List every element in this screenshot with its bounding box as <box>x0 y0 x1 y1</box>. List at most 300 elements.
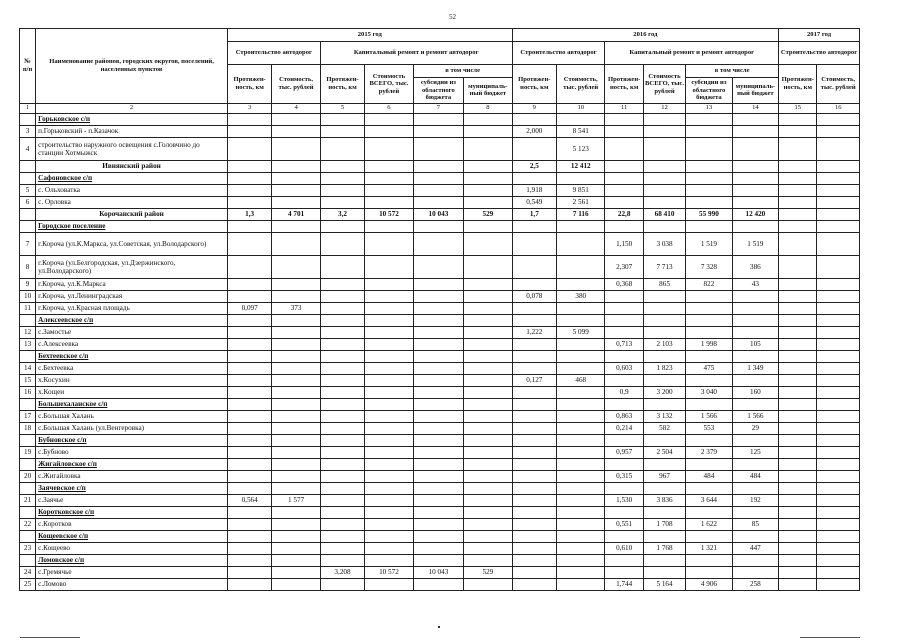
cell-col-6 <box>365 184 413 196</box>
column-index: 12 <box>643 103 685 113</box>
column-index: 11 <box>605 103 643 113</box>
row-number: 24 <box>20 566 36 578</box>
cell-col-10 <box>557 458 605 470</box>
cell-col-11: 22,8 <box>605 208 643 220</box>
cell-col-6 <box>365 278 413 290</box>
cell-col-7 <box>413 386 463 398</box>
cell-col-6 <box>365 470 413 482</box>
cell-col-14 <box>732 506 778 518</box>
table-row <box>20 326 860 338</box>
cell-col-13: 484 <box>686 470 732 482</box>
header-cost: Стоимость, тыс. рублей <box>557 65 605 104</box>
cell-col-15 <box>779 255 817 278</box>
cell-col-16 <box>817 232 860 255</box>
cell-col-8 <box>464 326 512 338</box>
cell-col-9 <box>512 446 556 458</box>
cell-col-11 <box>605 172 643 184</box>
cell-col-10 <box>557 232 605 255</box>
cell-col-16 <box>817 470 860 482</box>
cell-col-14: 85 <box>732 518 778 530</box>
section-name: Алексеевское с/п <box>36 314 228 326</box>
cell-col-16 <box>817 398 860 410</box>
row-number: 7 <box>20 232 36 255</box>
section-row <box>20 398 860 410</box>
cell-col-3 <box>227 446 271 458</box>
cell-col-16 <box>817 125 860 137</box>
cell-col-10 <box>557 446 605 458</box>
cell-col-14 <box>732 482 778 494</box>
cell-col-13 <box>686 113 732 125</box>
row-number <box>20 160 36 172</box>
cell-col-13 <box>686 125 732 137</box>
cell-col-15 <box>779 494 817 506</box>
cell-col-5 <box>320 137 364 160</box>
cell-col-9 <box>512 362 556 374</box>
cell-col-15 <box>779 208 817 220</box>
column-index: 2 <box>36 103 228 113</box>
column-index: 5 <box>320 103 364 113</box>
cell-col-5 <box>320 338 364 350</box>
cell-col-12 <box>643 434 685 446</box>
cell-col-5 <box>320 232 364 255</box>
cell-col-6 <box>365 386 413 398</box>
cell-col-13: 3 644 <box>686 494 732 506</box>
cell-col-16 <box>817 255 860 278</box>
row-number <box>20 530 36 542</box>
cell-col-13 <box>686 314 732 326</box>
table-row <box>20 338 860 350</box>
road-works-table <box>19 28 860 591</box>
item-name: с. Орловка <box>36 196 228 208</box>
cell-col-10 <box>557 350 605 362</box>
cell-col-14: 125 <box>732 446 778 458</box>
cell-col-7 <box>413 494 463 506</box>
item-name: с.Замостье <box>36 326 228 338</box>
cell-col-15 <box>779 458 817 470</box>
cell-col-13 <box>686 290 732 302</box>
cell-col-14 <box>732 350 778 362</box>
cell-col-6 <box>365 398 413 410</box>
cell-col-10 <box>557 434 605 446</box>
cell-col-10 <box>557 255 605 278</box>
cell-col-8 <box>464 278 512 290</box>
cell-col-10: 9 851 <box>557 184 605 196</box>
cell-col-8 <box>464 302 512 314</box>
column-index: 10 <box>557 103 605 113</box>
cell-col-13 <box>686 398 732 410</box>
table-row <box>20 578 860 590</box>
cell-col-13 <box>686 326 732 338</box>
scan-edge-left <box>20 637 80 638</box>
cell-col-9 <box>512 482 556 494</box>
column-index: 4 <box>272 103 320 113</box>
cell-col-4 <box>272 160 320 172</box>
cell-col-7 <box>413 410 463 422</box>
section-row <box>20 506 860 518</box>
cell-col-9 <box>512 302 556 314</box>
cell-col-10 <box>557 302 605 314</box>
cell-col-7: 10 043 <box>413 566 463 578</box>
cell-col-3 <box>227 530 271 542</box>
cell-col-12: 3 132 <box>643 410 685 422</box>
cell-col-3 <box>227 422 271 434</box>
cell-col-7 <box>413 518 463 530</box>
cell-col-12 <box>643 184 685 196</box>
cell-col-11: 0,713 <box>605 338 643 350</box>
table-row <box>20 542 860 554</box>
cell-col-9 <box>512 137 556 160</box>
cell-col-7 <box>413 125 463 137</box>
cell-col-10 <box>557 422 605 434</box>
cell-col-12 <box>643 125 685 137</box>
cell-col-3 <box>227 172 271 184</box>
cell-col-5 <box>320 470 364 482</box>
cell-col-10 <box>557 494 605 506</box>
cell-col-14 <box>732 290 778 302</box>
cell-col-9 <box>512 386 556 398</box>
cell-col-15 <box>779 137 817 160</box>
section-name: Заячевское с/п <box>36 482 228 494</box>
cell-col-16 <box>817 578 860 590</box>
cell-col-10 <box>557 518 605 530</box>
cell-col-14: 192 <box>732 494 778 506</box>
cell-col-9: 1,7 <box>512 208 556 220</box>
cell-col-3 <box>227 566 271 578</box>
row-number: 9 <box>20 278 36 290</box>
cell-col-10 <box>557 410 605 422</box>
cell-col-14 <box>732 137 778 160</box>
row-number: 13 <box>20 338 36 350</box>
header-construction-2016: Строительство автодорог <box>512 42 605 65</box>
cell-col-10 <box>557 278 605 290</box>
cell-col-6 <box>365 458 413 470</box>
cell-col-8 <box>464 232 512 255</box>
row-number: 8 <box>20 255 36 278</box>
cell-col-12: 5 164 <box>643 578 685 590</box>
cell-col-11: 0,603 <box>605 362 643 374</box>
cell-col-14 <box>732 458 778 470</box>
cell-col-4 <box>272 566 320 578</box>
cell-col-7 <box>413 314 463 326</box>
cell-col-7 <box>413 350 463 362</box>
section-row <box>20 554 860 566</box>
row-number <box>20 434 36 446</box>
cell-col-14: 160 <box>732 386 778 398</box>
row-number: 4 <box>20 137 36 160</box>
cell-col-16 <box>817 554 860 566</box>
table-row <box>20 290 860 302</box>
cell-col-4 <box>272 530 320 542</box>
cell-col-13: 1 519 <box>686 232 732 255</box>
cell-col-15 <box>779 566 817 578</box>
cell-col-5 <box>320 362 364 374</box>
cell-col-10: 5 123 <box>557 137 605 160</box>
cell-col-13 <box>686 302 732 314</box>
cell-col-5 <box>320 482 364 494</box>
cell-col-15 <box>779 350 817 362</box>
cell-col-7 <box>413 172 463 184</box>
cell-col-13 <box>686 506 732 518</box>
cell-col-5 <box>320 506 364 518</box>
cell-col-8 <box>464 220 512 232</box>
header-cost-total: Стоимость ВСЕГО, тыс. рублей <box>643 65 685 104</box>
table-row <box>20 232 860 255</box>
cell-col-15 <box>779 232 817 255</box>
cell-col-4 <box>272 290 320 302</box>
header-cost-total: Стоимость ВСЕГО, тыс. рублей <box>365 65 413 104</box>
cell-col-11: 0,315 <box>605 470 643 482</box>
header-length: Протяжен-ность, км <box>227 65 271 104</box>
header-subsidy: субсидии из областного бюджета <box>413 78 463 104</box>
cell-col-4 <box>272 374 320 386</box>
cell-col-13: 1 622 <box>686 518 732 530</box>
row-number: 11 <box>20 302 36 314</box>
cell-col-13 <box>686 172 732 184</box>
cell-col-7 <box>413 542 463 554</box>
cell-col-12 <box>643 220 685 232</box>
item-name: х.Кощеи <box>36 386 228 398</box>
cell-col-14 <box>732 566 778 578</box>
cell-col-14: 1 519 <box>732 232 778 255</box>
cell-col-6 <box>365 374 413 386</box>
cell-col-7 <box>413 506 463 518</box>
cell-col-9 <box>512 578 556 590</box>
district-row <box>20 208 860 220</box>
cell-col-8 <box>464 350 512 362</box>
header-construction-2017: Строительство автодорог <box>779 42 860 65</box>
section-name: Сафоновское с/п <box>36 172 228 184</box>
cell-col-9 <box>512 220 556 232</box>
cell-col-12 <box>643 326 685 338</box>
cell-col-4 <box>272 554 320 566</box>
cell-col-6 <box>365 232 413 255</box>
section-name: Ломовское с/п <box>36 554 228 566</box>
cell-col-12: 68 410 <box>643 208 685 220</box>
district-row <box>20 160 860 172</box>
cell-col-8 <box>464 542 512 554</box>
cell-col-4 <box>272 458 320 470</box>
cell-col-11 <box>605 137 643 160</box>
cell-col-3 <box>227 398 271 410</box>
cell-col-5 <box>320 530 364 542</box>
header-municipal: муниципаль-ный бюджет <box>732 78 778 104</box>
cell-col-14 <box>732 184 778 196</box>
cell-col-11: 0,551 <box>605 518 643 530</box>
header-construction-2015: Строительство автодорог <box>227 42 320 65</box>
cell-col-13 <box>686 530 732 542</box>
cell-col-14 <box>732 398 778 410</box>
cell-col-5 <box>320 554 364 566</box>
cell-col-3 <box>227 255 271 278</box>
cell-col-12 <box>643 196 685 208</box>
cell-col-4 <box>272 410 320 422</box>
item-name: г.Короча, ул.К.Маркса <box>36 278 228 290</box>
cell-col-9 <box>512 350 556 362</box>
cell-col-15 <box>779 290 817 302</box>
cell-col-5 <box>320 542 364 554</box>
cell-col-12: 3 038 <box>643 232 685 255</box>
cell-col-4 <box>272 350 320 362</box>
section-name: Большехаланское с/п <box>36 398 228 410</box>
cell-col-15 <box>779 172 817 184</box>
cell-col-5 <box>320 196 364 208</box>
cell-col-10: 2 561 <box>557 196 605 208</box>
cell-col-7 <box>413 278 463 290</box>
table-row <box>20 184 860 196</box>
cell-col-10 <box>557 113 605 125</box>
cell-col-13 <box>686 220 732 232</box>
cell-col-6 <box>365 302 413 314</box>
header-length: Протяжен-ность, км <box>320 65 364 104</box>
cell-col-5 <box>320 434 364 446</box>
row-number <box>20 554 36 566</box>
cell-col-11 <box>605 184 643 196</box>
cell-col-13: 822 <box>686 278 732 290</box>
cell-col-13 <box>686 160 732 172</box>
cell-col-7 <box>413 302 463 314</box>
cell-col-11 <box>605 482 643 494</box>
item-name: с.Бубново <box>36 446 228 458</box>
cell-col-12 <box>643 374 685 386</box>
cell-col-3 <box>227 137 271 160</box>
district-name: Ивнянский район <box>36 160 228 172</box>
cell-col-11 <box>605 196 643 208</box>
cell-col-8 <box>464 506 512 518</box>
cell-col-8 <box>464 482 512 494</box>
cell-col-11: 0,214 <box>605 422 643 434</box>
cell-col-15 <box>779 422 817 434</box>
table-row <box>20 362 860 374</box>
cell-col-13: 7 328 <box>686 255 732 278</box>
cell-col-11 <box>605 220 643 232</box>
cell-col-3 <box>227 362 271 374</box>
item-name: г.Короча (ул.К.Маркса, ул.Советская, ул.Володарского) <box>36 232 228 255</box>
cell-col-7 <box>413 422 463 434</box>
cell-col-14 <box>732 113 778 125</box>
cell-col-3 <box>227 554 271 566</box>
cell-col-16 <box>817 566 860 578</box>
cell-col-15 <box>779 518 817 530</box>
cell-col-13: 1 998 <box>686 338 732 350</box>
cell-col-8 <box>464 290 512 302</box>
cell-col-6 <box>365 125 413 137</box>
cell-col-3 <box>227 410 271 422</box>
cell-col-14: 1 349 <box>732 362 778 374</box>
cell-col-15 <box>779 386 817 398</box>
row-number <box>20 314 36 326</box>
cell-col-11: 0,610 <box>605 542 643 554</box>
cell-col-10 <box>557 314 605 326</box>
cell-col-16 <box>817 314 860 326</box>
cell-col-4 <box>272 255 320 278</box>
cell-col-7 <box>413 326 463 338</box>
row-number <box>20 398 36 410</box>
cell-col-11: 0,9 <box>605 386 643 398</box>
cell-col-8 <box>464 160 512 172</box>
cell-col-3 <box>227 125 271 137</box>
row-number: 6 <box>20 196 36 208</box>
cell-col-13 <box>686 350 732 362</box>
cell-col-4 <box>272 518 320 530</box>
row-number: 5 <box>20 184 36 196</box>
cell-col-6 <box>365 494 413 506</box>
cell-col-8 <box>464 494 512 506</box>
section-name: Горьковское с/п <box>36 113 228 125</box>
cell-col-4 <box>272 113 320 125</box>
cell-col-10 <box>557 220 605 232</box>
item-name: с.Гремячье <box>36 566 228 578</box>
item-name: г.Короча (ул.Белгородская, ул.Дзержинского, ул.Володарского) <box>36 255 228 278</box>
cell-col-16 <box>817 506 860 518</box>
column-index: 6 <box>365 103 413 113</box>
section-row <box>20 172 860 184</box>
cell-col-9 <box>512 278 556 290</box>
cell-col-7 <box>413 530 463 542</box>
cell-col-5: 3,2 <box>320 208 364 220</box>
cell-col-7 <box>413 220 463 232</box>
cell-col-13: 4 906 <box>686 578 732 590</box>
cell-col-8 <box>464 446 512 458</box>
cell-col-15 <box>779 338 817 350</box>
cell-col-3 <box>227 542 271 554</box>
header-year-2015: 2015 год <box>227 29 512 42</box>
item-name: с.Бехтеевка <box>36 362 228 374</box>
cell-col-9 <box>512 566 556 578</box>
cell-col-15 <box>779 220 817 232</box>
item-name: п.Горьковский - п.Казачок <box>36 125 228 137</box>
cell-col-14: 105 <box>732 338 778 350</box>
cell-col-14: 29 <box>732 422 778 434</box>
cell-col-8 <box>464 530 512 542</box>
table-row <box>20 255 860 278</box>
section-name: Кощеевское с/п <box>36 530 228 542</box>
cell-col-9 <box>512 172 556 184</box>
cell-col-14 <box>732 196 778 208</box>
cell-col-12 <box>643 506 685 518</box>
item-name: с.Заячье <box>36 494 228 506</box>
header-including: в том числе <box>686 65 779 78</box>
cell-col-4 <box>272 446 320 458</box>
cell-col-13 <box>686 196 732 208</box>
cell-col-5 <box>320 184 364 196</box>
cell-col-16 <box>817 482 860 494</box>
cell-col-12 <box>643 350 685 362</box>
cell-col-16 <box>817 446 860 458</box>
cell-col-9: 0,078 <box>512 290 556 302</box>
cell-col-5 <box>320 374 364 386</box>
cell-col-15 <box>779 125 817 137</box>
cell-col-3 <box>227 434 271 446</box>
row-number: 17 <box>20 410 36 422</box>
row-number: 16 <box>20 386 36 398</box>
row-number: 12 <box>20 326 36 338</box>
cell-col-12 <box>643 113 685 125</box>
table-row <box>20 518 860 530</box>
cell-col-4 <box>272 434 320 446</box>
cell-col-8 <box>464 434 512 446</box>
cell-col-5 <box>320 255 364 278</box>
cell-col-6 <box>365 172 413 184</box>
cell-col-8 <box>464 113 512 125</box>
district-name: Корочанский район <box>36 208 228 220</box>
cell-col-3 <box>227 470 271 482</box>
cell-col-6 <box>365 542 413 554</box>
cell-col-16 <box>817 386 860 398</box>
header-length: Протяжен-ность, км <box>512 65 556 104</box>
cell-col-11: 0,957 <box>605 446 643 458</box>
cell-col-8 <box>464 125 512 137</box>
cell-col-8 <box>464 410 512 422</box>
